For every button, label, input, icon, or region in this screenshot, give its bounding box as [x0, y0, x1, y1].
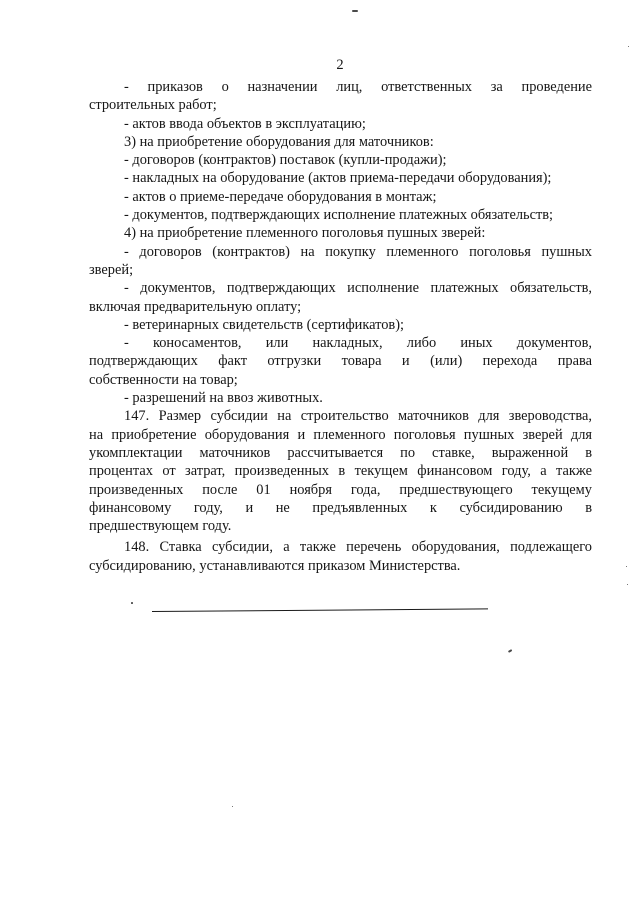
- scan-speck: [352, 10, 358, 12]
- text-line: процентах от затрат, произведенных в текущем финансовом году, а также: [89, 463, 592, 480]
- text-line: зверей;: [89, 261, 134, 278]
- text-line: собственности на товар;: [89, 371, 238, 388]
- scan-speck: [131, 602, 133, 604]
- scan-speck: [627, 584, 628, 585]
- text-line: - документов, подтверждающих исполнение платежных обязательств,: [124, 280, 592, 297]
- text-line: - приказов о назначении лиц, ответственных за проведение: [124, 79, 592, 95]
- text-line: 3) на приобретение оборудования для маточников:: [124, 133, 434, 150]
- scan-speck: [628, 46, 629, 47]
- scan-speck: [232, 806, 233, 807]
- text-line: - актов ввода объектов в эксплуатацию;: [124, 115, 366, 132]
- text-line: подтверждающих факт отгрузки товара и (или) перехода права: [89, 353, 592, 370]
- text-line: - договоров (контрактов) на покупку племенного поголовья пушных: [124, 243, 592, 260]
- scan-speck: [508, 649, 512, 652]
- text-line: - коносаментов, или накладных, либо иных документов,: [124, 335, 592, 352]
- text-line: произведенных после 01 ноября года, предшествующего текущему: [89, 481, 592, 498]
- text-line: - актов о приеме-передаче оборудования в монтаж;: [124, 188, 437, 205]
- text-line: укомплектации маточников рассчитывается по ставке, выраженной в: [89, 444, 592, 461]
- text-line: финансовому году, и не предъявленных к субсидированию в: [89, 499, 592, 516]
- footer-rule: [152, 608, 488, 612]
- text-line: - договоров (контрактов) поставок (купли-продажи);: [124, 152, 447, 169]
- text-line: 147. Размер субсидии на строительство маточников для звероводства,: [124, 408, 592, 425]
- text-line: на приобретение оборудования и племенного поголовья пушных зверей для: [89, 426, 592, 443]
- scan-speck: [626, 566, 627, 567]
- text-line: - документов, подтверждающих исполнение платежных обязательств;: [124, 207, 554, 224]
- text-line: субсидированию, устанавливаются приказом Министерства.: [89, 557, 461, 574]
- text-line: 148. Ставка субсидии, а также перечень оборудования, подлежащего: [124, 539, 592, 556]
- text-line: строительных работ;: [89, 97, 217, 114]
- text-line: включая предварительную оплату;: [89, 298, 302, 315]
- text-line: - ветеринарных свидетельств (сертификатов);: [124, 316, 405, 333]
- text-line: - накладных на оборудование (актов приема-передачи оборудования);: [124, 170, 552, 187]
- text-line: - разрешений на ввоз животных.: [124, 390, 323, 407]
- text-line: предшествующем году.: [89, 518, 232, 535]
- text-line: 4) на приобретение племенного поголовья пушных зверей:: [124, 225, 486, 242]
- document-body: [89, 78, 592, 575]
- page-number: 2: [336, 57, 344, 73]
